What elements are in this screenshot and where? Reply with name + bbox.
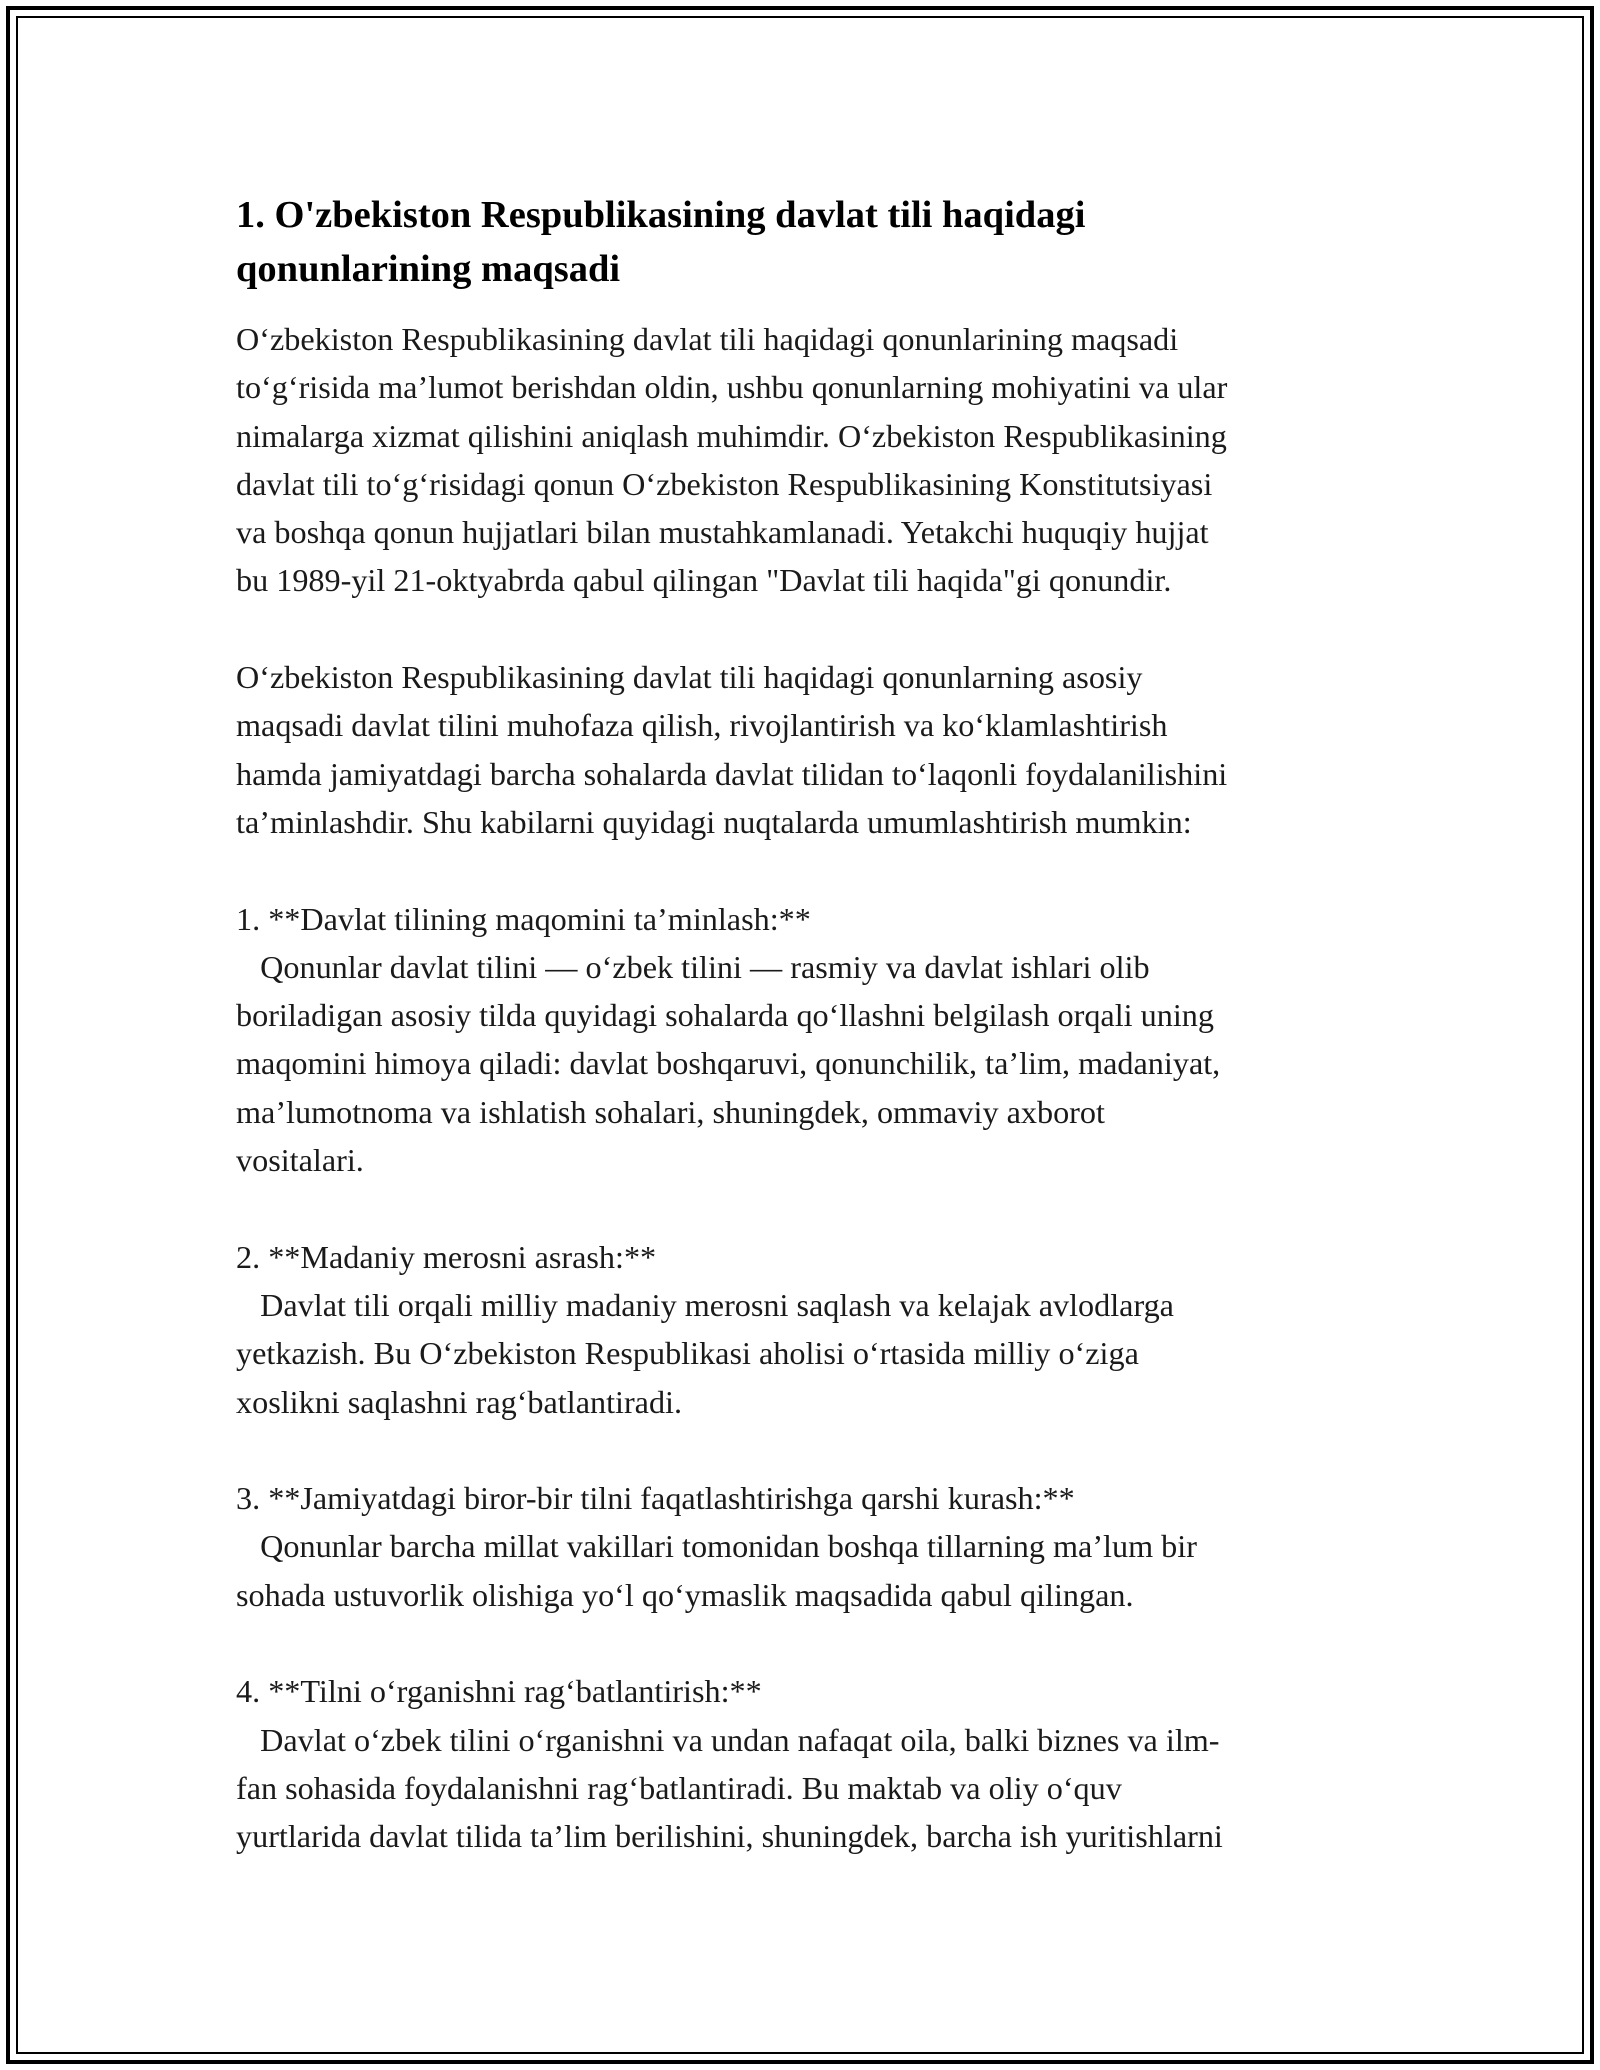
list-item-heading: 2. **Madaniy merosni asrash:** bbox=[236, 1238, 657, 1275]
text-line: hamda jamiyatdagi barcha sohalarda davlat tilidan to‘laqonli foydalanilishini bbox=[236, 755, 1228, 792]
paragraph-gap bbox=[236, 1619, 1376, 1667]
text-line: yurtlarida davlat tilida ta’lim berilishini, shuningdek, barcha ish yuritishlarni bbox=[236, 1818, 1223, 1855]
paragraph-gap bbox=[236, 846, 1376, 894]
text-line: ma’lumotnoma va ishlatish sohalari, shuningdek, ommaviy axborot bbox=[236, 1093, 1105, 1130]
text-line: xoslikni saqlashni rag‘batlantiradi. bbox=[236, 1383, 683, 1420]
text-line: yetkazish. Bu O‘zbekiston Respublikasi aholisi o‘rtasida milliy o‘ziga bbox=[236, 1335, 1139, 1372]
text-line: Davlat tili orqali milliy madaniy merosni saqlash va kelajak avlodlarga bbox=[236, 1286, 1174, 1323]
document-page bbox=[236, 188, 1376, 1861]
text-line: boriladigan asosiy tilda quyidagi sohalarda qo‘llashni belgilash orqali uning bbox=[236, 997, 1214, 1034]
paragraph-main-purpose bbox=[236, 653, 1376, 846]
list-item-heading: 4. **Tilni o‘rganishni rag‘batlantirish:** bbox=[236, 1673, 762, 1710]
text-line: vositalari. bbox=[236, 1142, 364, 1179]
paragraph-gap bbox=[236, 1184, 1376, 1232]
list-item bbox=[236, 895, 1376, 1185]
text-line: va boshqa qonun hujjatlari bilan mustahkamlanadi. Yetakchi huquqiy hujjat bbox=[236, 514, 1209, 551]
paragraph-gap bbox=[236, 605, 1376, 653]
text-line: O‘zbekiston Respublikasining davlat tili haqidagi qonunlarning asosiy bbox=[236, 659, 1143, 696]
text-line: to‘g‘risida ma’lumot berishdan oldin, ushbu qonunlarning mohiyatini va ular bbox=[236, 369, 1228, 406]
list-item bbox=[236, 1233, 1376, 1426]
text-line: ta’minlashdir. Shu kabilarni quyidagi nuqtalarda umumlashtirish mumkin: bbox=[236, 803, 1192, 840]
document-title bbox=[236, 188, 1316, 296]
text-line: maqomini himoya qiladi: davlat boshqaruvi, qonunchilik, ta’lim, madaniyat, bbox=[236, 1045, 1221, 1082]
title-line: qonunlarining maqsadi bbox=[236, 248, 621, 290]
text-line: davlat tili to‘g‘risidagi qonun O‘zbekiston Respublikasining Konstitutsiyasi bbox=[236, 465, 1213, 502]
paragraph-intro bbox=[236, 315, 1376, 605]
text-line: O‘zbekiston Respublikasining davlat tili haqidagi qonunlarining maqsadi bbox=[236, 321, 1179, 357]
text-line: Qonunlar barcha millat vakillari tomonidan boshqa tillarning ma’lum bir bbox=[236, 1528, 1197, 1565]
list-item-heading: 3. **Jamiyatdagi biror-bir tilni faqatlashtirishga qarshi kurash:** bbox=[236, 1480, 1075, 1517]
list-item bbox=[236, 1474, 1376, 1619]
text-line: bu 1989-yil 21-oktyabrda qabul qilingan "Davlat tili haqida"gi qonundir. bbox=[236, 562, 1172, 599]
text-line: maqsadi davlat tilini muhofaza qilish, rivojlantirish va ko‘klamlashtirish bbox=[236, 707, 1168, 744]
list-item bbox=[236, 1667, 1376, 1860]
text-line: Qonunlar davlat tilini — o‘zbek tilini — rasmiy va davlat ishlari olib bbox=[236, 948, 1150, 985]
title-line: 1. O'zbekiston Respublikasining davlat tili haqidagi bbox=[236, 194, 1086, 236]
text-line: fan sohasida foydalanishni rag‘batlantiradi. Bu maktab va oliy o‘quv bbox=[236, 1769, 1122, 1806]
paragraph-gap bbox=[236, 1426, 1376, 1474]
document-body bbox=[236, 315, 1376, 1861]
text-line: Davlat o‘zbek tilini o‘rganishni va undan nafaqat oila, balki biznes va ilm- bbox=[236, 1721, 1220, 1758]
text-line: sohada ustuvorlik olishiga yo‘l qo‘ymaslik maqsadida qabul qilingan. bbox=[236, 1576, 1134, 1613]
list-item-heading: 1. **Davlat tilining maqomini ta’minlash:** bbox=[236, 900, 811, 937]
text-line: nimalarga xizmat qilishini aniqlash muhimdir. O‘zbekiston Respublikasining bbox=[236, 417, 1227, 454]
